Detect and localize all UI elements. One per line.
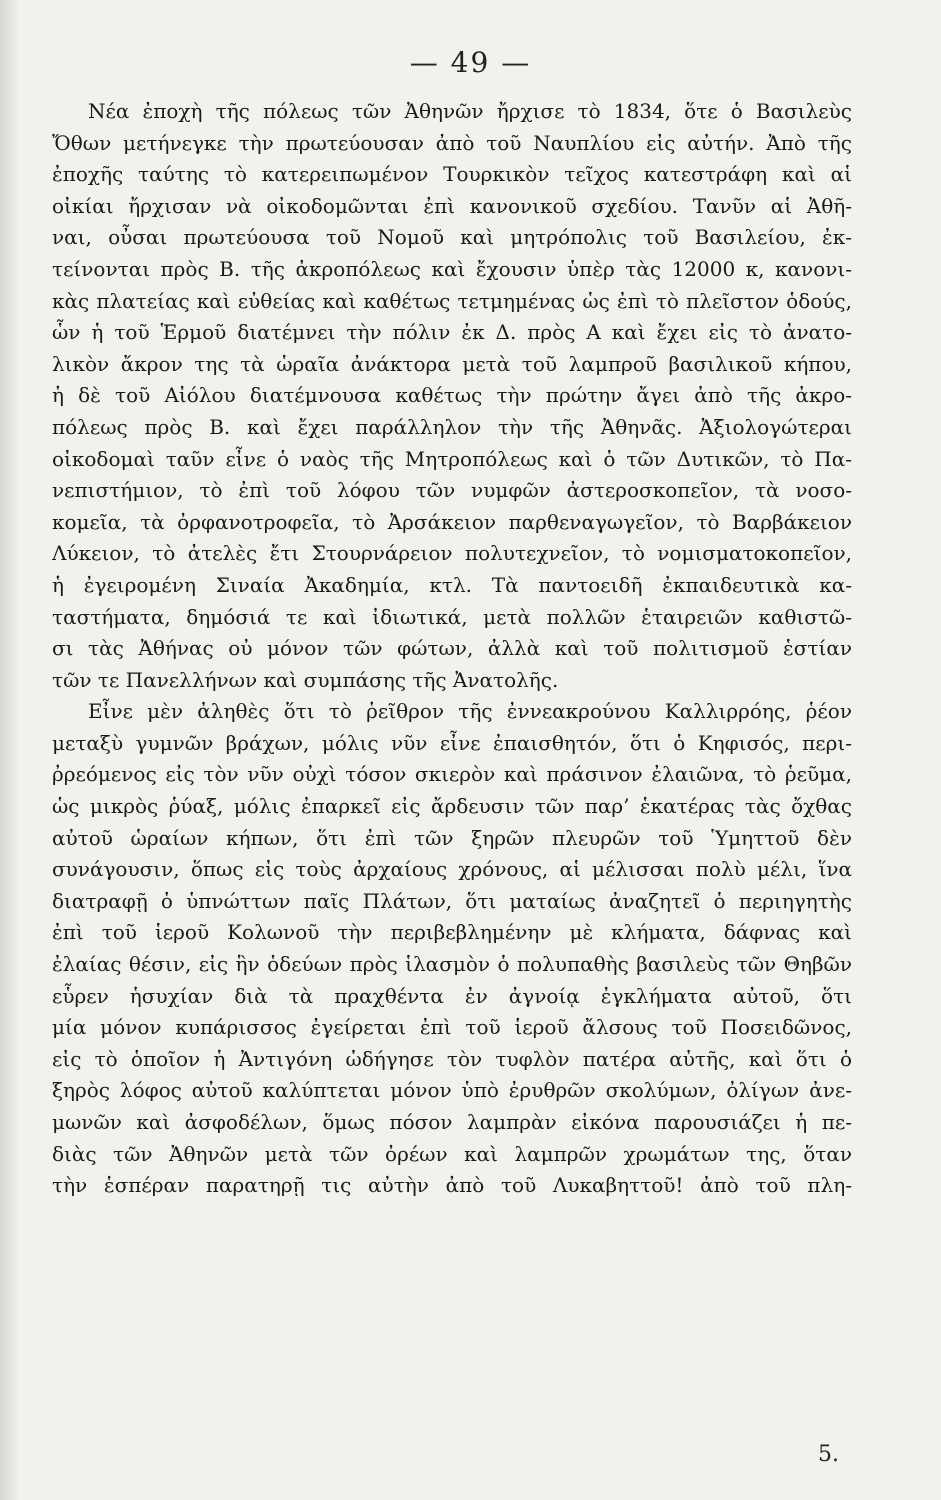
- text-line: ἡ ἐγειρομένη Σιναία Ἀκαδημία, κτλ. Τὰ παντοειδῆ ἐκπαιδευτικὰ κα-: [52, 572, 852, 597]
- text-line: κὰς πλατείας καὶ εὐθείας καὶ καθέτως τετμημένας ὡς ἐπὶ τὸ πλεῖστον ὁδούς,: [52, 288, 852, 313]
- text-line: ταστήματα, δημόσιά τε καὶ ἰδιωτικά, μετὰ πολλῶν ἑταιρειῶν καθιστῶ-: [52, 604, 852, 629]
- text-line: ἡ δὲ τοῦ Αἰόλου διατέμνουσα καθέτως τὴν πρώτην ἄγει ἀπὸ τῆς ἀκρο-: [52, 383, 852, 408]
- text-line: ἐλαίας θέσιν, εἰς ἣν ὁδεύων πρὸς ἱλασμὸν ὁ πολυπαθὴς βασιλεὺς τῶν Θηβῶν: [52, 952, 852, 977]
- page-edge-shadow: [0, 0, 20, 1500]
- text-line: οἰκίαι ἤρχισαν νὰ οἰκοδομῶνται ἐπὶ κανονικοῦ σχεδίου. Τανῦν αἱ Ἀθῆ-: [52, 193, 852, 218]
- text-line: τῶν τε Πανελλήνων καὶ συμπάσης τῆς Ἀνατολῆς.: [52, 667, 559, 692]
- text-line: Ὄθων μετήνεγκε τὴν πρωτεύουσαν ἀπὸ τοῦ Ναυπλίου εἰς αὐτήν. Ἀπὸ τῆς: [52, 130, 852, 155]
- text-line: ὡς μικρὸς ῥύαξ, μόλις ἐπαρκεῖ εἰς ἄρδευσιν τῶν παρ’ ἑκατέρας τὰς ὄχθας: [52, 794, 852, 819]
- text-line: μωνῶν καὶ ἀσφοδέλων, ὅμως πόσον λαμπρὰν εἰκόνα παρουσιάζει ἡ πε-: [52, 1110, 852, 1134]
- text-line: τὴν ἑσπέραν παρατηρῇ τις αὐτὴν ἀπὸ τοῦ Λυκαβηττοῦ! ἀπὸ τοῦ πλη-: [52, 1173, 852, 1198]
- text-line: λικὸν ἄκρον της τὰ ὡραῖα ἀνάκτορα μετὰ τοῦ λαμπροῦ βασιλικοῦ κήπου,: [52, 351, 852, 376]
- text-line: ῤρεόμενος εἰς τὸν νῦν οὐχὶ τόσον σκιερὸν καὶ πράσινον ἐλαιῶνα, τὸ ῥεῦμα,: [52, 762, 852, 787]
- text-line: κομεῖα, τὰ ὀρφανοτροφεῖα, τὸ Ἀρσάκειον παρθεναγωγεῖον, τὸ Βαρβάκειον: [52, 509, 852, 534]
- text-line: ὧν ἡ τοῦ Ἑρμοῦ διατέμνει τὴν πόλιν ἐκ Δ. πρὸς Α καὶ ἔχει εἰς τὸ ἀνατο-: [52, 320, 852, 345]
- text-line: Λύκειον, τὸ ἀτελὲς ἔτι Στουρνάρειον πολυτεχνεῖον, τὸ νομισματοκοπεῖον,: [52, 541, 852, 566]
- text-line: διὰς τῶν Ἀθηνῶν μετὰ τῶν ὀρέων καὶ λαμπρῶν χρωμάτων της, ὅταν: [52, 1141, 852, 1166]
- text-line: ναι, οὖσαι πρωτεύουσα τοῦ Νομοῦ καὶ μητρόπολις τοῦ Βασιλείου, ἐκ-: [52, 225, 852, 250]
- text-line: αὐτοῦ ὡραίων κήπων, ὅτι ἐπὶ τῶν ξηρῶν πλευρῶν τοῦ Ὑμηττοῦ δὲν: [52, 825, 852, 850]
- text-line: συνάγουσιν, ὅπως εἰς τοὺς ἀρχαίους χρόνους, αἱ μέλισσαι πολὺ μέλι, ἵνα: [52, 857, 852, 882]
- text-line: εὗρεν ἡσυχίαν διὰ τὰ πραχθέντα ἐν ἀγνοίᾳ ἐγκλήματα αὐτοῦ, ὅτι: [52, 983, 852, 1008]
- page-number: — 49 —: [409, 46, 532, 79]
- text-line: οἰκοδομαὶ ταῦν εἶνε ὁ ναὸς τῆς Μητροπόλεως καὶ ὁ τῶν Δυτικῶν, τὸ Πα-: [52, 446, 852, 471]
- text-line: ξηρὸς λόφος αὐτοῦ καλύπτεται μόνον ὑπὸ ἐρυθρῶν σκολύμων, ὀλίγων ἀνε-: [52, 1078, 852, 1103]
- body-text: [52, 96, 852, 1202]
- text-line: Εἶνε μὲν ἀληθὲς ὅτι τὸ ῥεῖθρον τῆς ἐννεακρούνου Καλλιρρόης, ῥέον: [88, 699, 852, 724]
- text-line: τείνονται πρὸς Β. τῆς ἀκροπόλεως καὶ ἔχουσιν ὑπὲρ τὰς 12000 κ, κανονι-: [52, 256, 852, 281]
- text-line: νεπιστήμιον, τὸ ἐπὶ τοῦ λόφου τῶν νυμφῶν ἀστεροσκοπεῖον, τὰ νοσο-: [52, 478, 852, 503]
- text-line: Νέα ἐποχὴ τῆς πόλεως τῶν Ἀθηνῶν ἤρχισε τὸ 1834, ὅτε ὁ Βασιλεὺς: [88, 99, 852, 123]
- text-line: ἐπὶ τοῦ ἱεροῦ Κολωνοῦ τὴν περιβεβλημένην μὲ κλήματα, δάφνας καὶ: [52, 920, 852, 945]
- text-line: μεταξὺ γυμνῶν βράχων, μόλις νῦν εἶνε ἐπαισθητόν, ὅτι ὁ Κηφισός, περι-: [52, 730, 852, 755]
- text-line: πόλεως πρὸς Β. καὶ ἔχει παράλληλον τὴν τῆς Ἀθηνᾶς. Ἀξιολογώτεραι: [52, 414, 852, 439]
- text-line: εἰς τὸ ὁποῖον ἡ Ἀντιγόνη ὡδήγησε τὸν τυφλὸν πατέρα αὐτῆς, καὶ ὅτι ὁ: [52, 1046, 852, 1071]
- text-line: ἐποχῆς ταύτης τὸ κατερειπωμένον Τουρκικὸν τεῖχος κατεστράφη καὶ αἱ: [52, 162, 852, 187]
- text-line: διατραφῇ ὁ ὑπνώττων παῖς Πλάτων, ὅτι ματαίως ἀναζητεῖ ὁ περιηγητὴς: [52, 888, 852, 913]
- text-line: μία μόνον κυπάρισσος ἐγείρεται ἐπὶ τοῦ ἱεροῦ ἄλσους τοῦ Ποσειδῶνος,: [52, 1015, 852, 1040]
- text-line: σι τὰς Ἀθήνας οὐ μόνον τῶν φώτων, ἀλλὰ καὶ τοῦ πολιτισμοῦ ἑστίαν: [52, 636, 852, 661]
- signature-mark: 5.: [818, 1442, 839, 1467]
